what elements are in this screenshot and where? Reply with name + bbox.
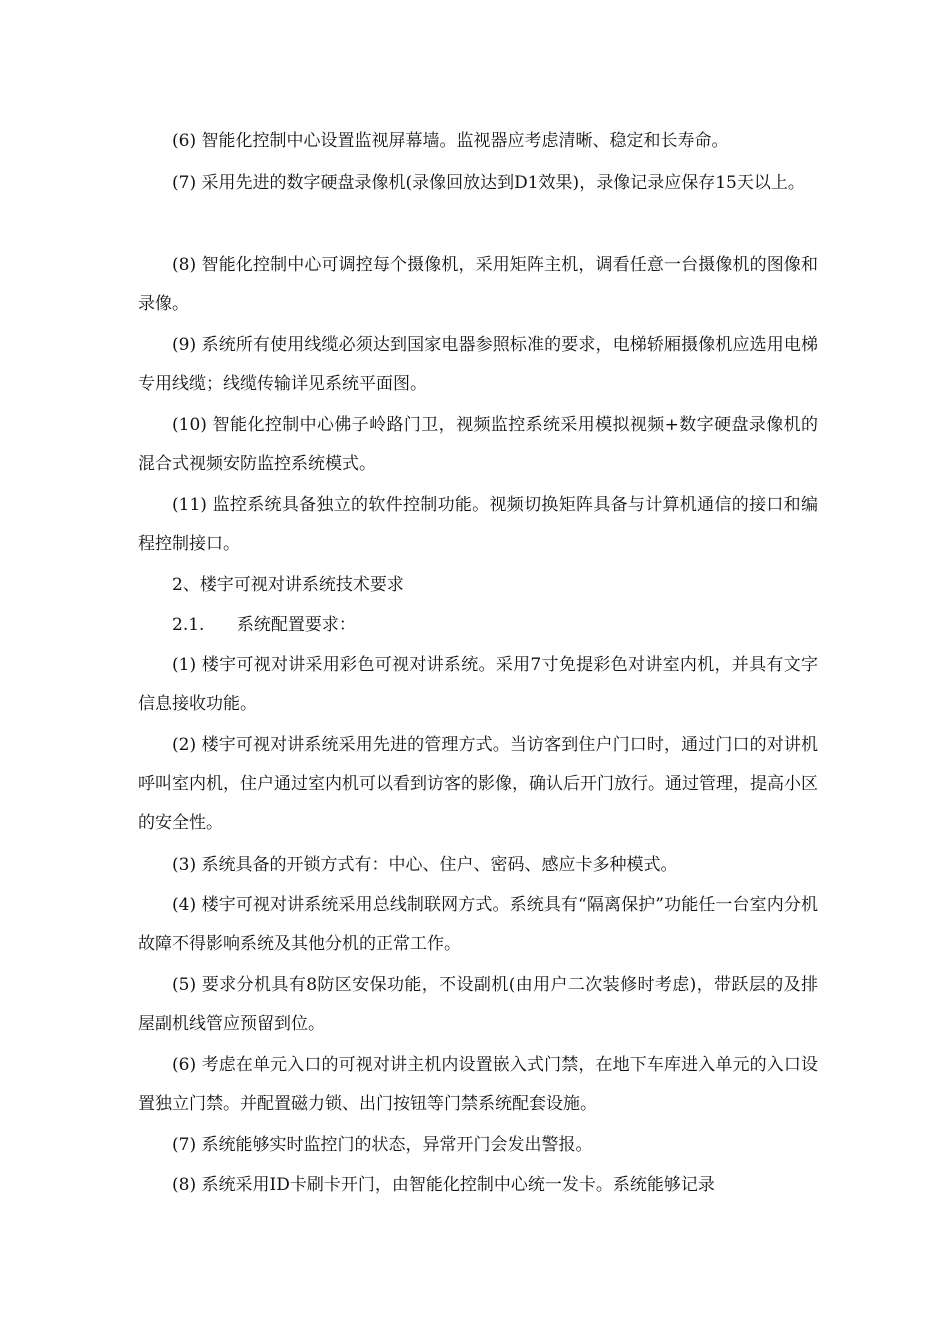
paragraph-bus-network: (4) 楼宇可视对讲系统采用总线制联网方式。系统具有“隔离保护”功能任一台室内分机故障不得影响系统及其他分机的正常工作。	[138, 895, 818, 954]
paragraph-software-control: (11) 监控系统具备独立的软件控制功能。视频切换矩阵具备与计算机通信的接口和编程控制接口。	[138, 495, 818, 554]
paragraph-security-zones: (5) 要求分机具有8防区安保功能，不设副机(由用户二次装修时考虑)，带跃层的及排屋副机线管应预留到位。	[138, 975, 818, 1034]
subsection-heading-config: 2.1. 系统配置要求：	[172, 615, 356, 635]
paragraph-camera-control: (8) 智能化控制中心可调控每个摄像机，采用矩阵主机，调看任意一台摄像机的图像和录像。	[138, 255, 818, 314]
paragraph-management: (2) 楼宇可视对讲系统采用先进的管理方式。当访客到住户门口时，通过门口的对讲机呼叫室内机，住户通过室内机可以看到访客的影像，确认后开门放行。通过管理，提高小区的安全性。	[138, 735, 818, 833]
paragraph-dvr: (7) 采用先进的数字硬盘录像机(录像回放达到D1效果)，录像记录应保存15天以上。	[172, 173, 805, 193]
paragraph-color-intercom: (1) 楼宇可视对讲采用彩色可视对讲系统。采用7寸免提彩色对讲室内机，并具有文字信息接收功能。	[138, 655, 818, 714]
paragraph-access-control: (6) 考虑在单元入口的可视对讲主机内设置嵌入式门禁，在地下车库进入单元的入口设置独立门禁。并配置磁力锁、出门按钮等门禁系统配套设施。	[138, 1055, 818, 1114]
section-heading-intercom: 2、楼宇可视对讲系统技术要求	[172, 575, 404, 595]
paragraph-monitor-wall: (6) 智能化控制中心设置监视屏幕墙。监视器应考虑清晰、稳定和长寿命。	[172, 131, 729, 151]
paragraph-unlock-modes: (3) 系统具备的开锁方式有：中心、住户、密码、感应卡多种模式。	[172, 855, 678, 875]
paragraph-door-monitoring: (7) 系统能够实时监控门的状态，异常开门会发出警报。	[172, 1135, 593, 1155]
paragraph-guard-room: (10) 智能化控制中心佛子岭路门卫，视频监控系统采用模拟视频+数字硬盘录像机的混合式视频安防监控系统模式。	[138, 415, 818, 474]
paragraph-cables: (9) 系统所有使用线缆必须达到国家电器参照标准的要求，电梯轿厢摄像机应选用电梯专用线缆；线缆传输详见系统平面图。	[138, 335, 818, 394]
paragraph-id-card: (8) 系统采用ID卡刷卡开门，由智能化控制中心统一发卡。系统能够记录	[172, 1175, 715, 1195]
